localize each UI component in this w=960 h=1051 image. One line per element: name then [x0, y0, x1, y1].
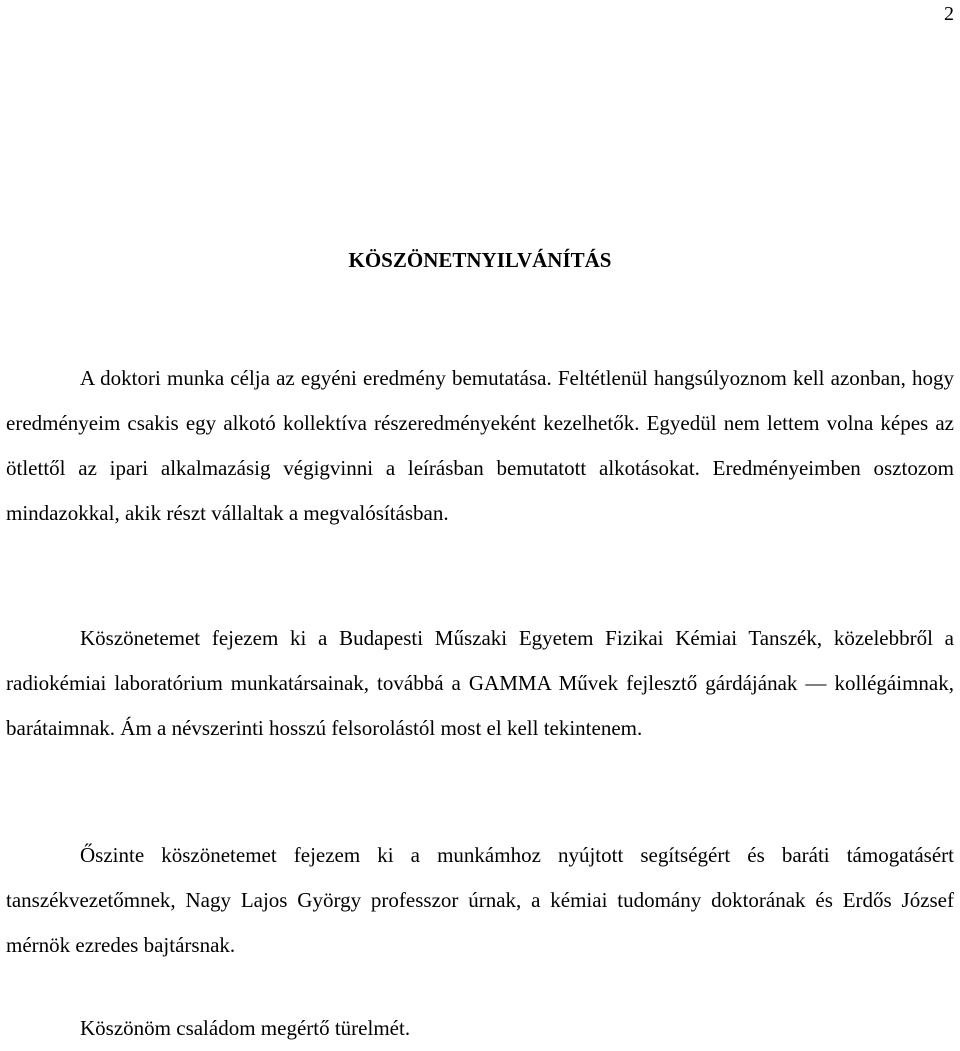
- paragraph-professor-thanks: Őszinte köszönetemet fejezem ki a munkámhoz nyújtott segítségért és baráti támogatásért tanszékvezetőmnek, Nagy Lajos György professzor úrnak, a kémiai tudomány doktorának és Erdős József mérnök ezredes bajtársnak.: [6, 843, 954, 957]
- paragraph-family-thanks: Köszönöm családom megértő türelmét.: [80, 1016, 411, 1040]
- page-number: 2: [944, 3, 954, 25]
- paragraph-goal: A doktori munka célja az egyéni eredmény bemutatása. Feltétlenül hangsúlyoznom kell azonban, hogy eredményeim csakis egy alkotó kollektíva részeredményeként kezelhetők. Egyedül nem lettem volna képes az ötlettől az ipari alkalmazásig végigvinni a leírásban bemutatott alkotásokat. Eredményeimben osztozom mindazokkal, akik részt vállaltak a megvalósításban.: [6, 366, 954, 525]
- page-title: KÖSZÖNETNYILVÁNÍTÁS: [348, 248, 612, 272]
- paragraph-university-thanks: Köszönetemet fejezem ki a Budapesti Műszaki Egyetem Fizikai Kémiai Tanszék, közelebbről a radiokémiai laboratórium munkatársainak, továbbá a GAMMA Művek fejlesztő gárdájának — kollégáimnak, barátaimnak. Ám a névszerinti hosszú felsorolástól most el kell tekintenem.: [6, 626, 954, 740]
